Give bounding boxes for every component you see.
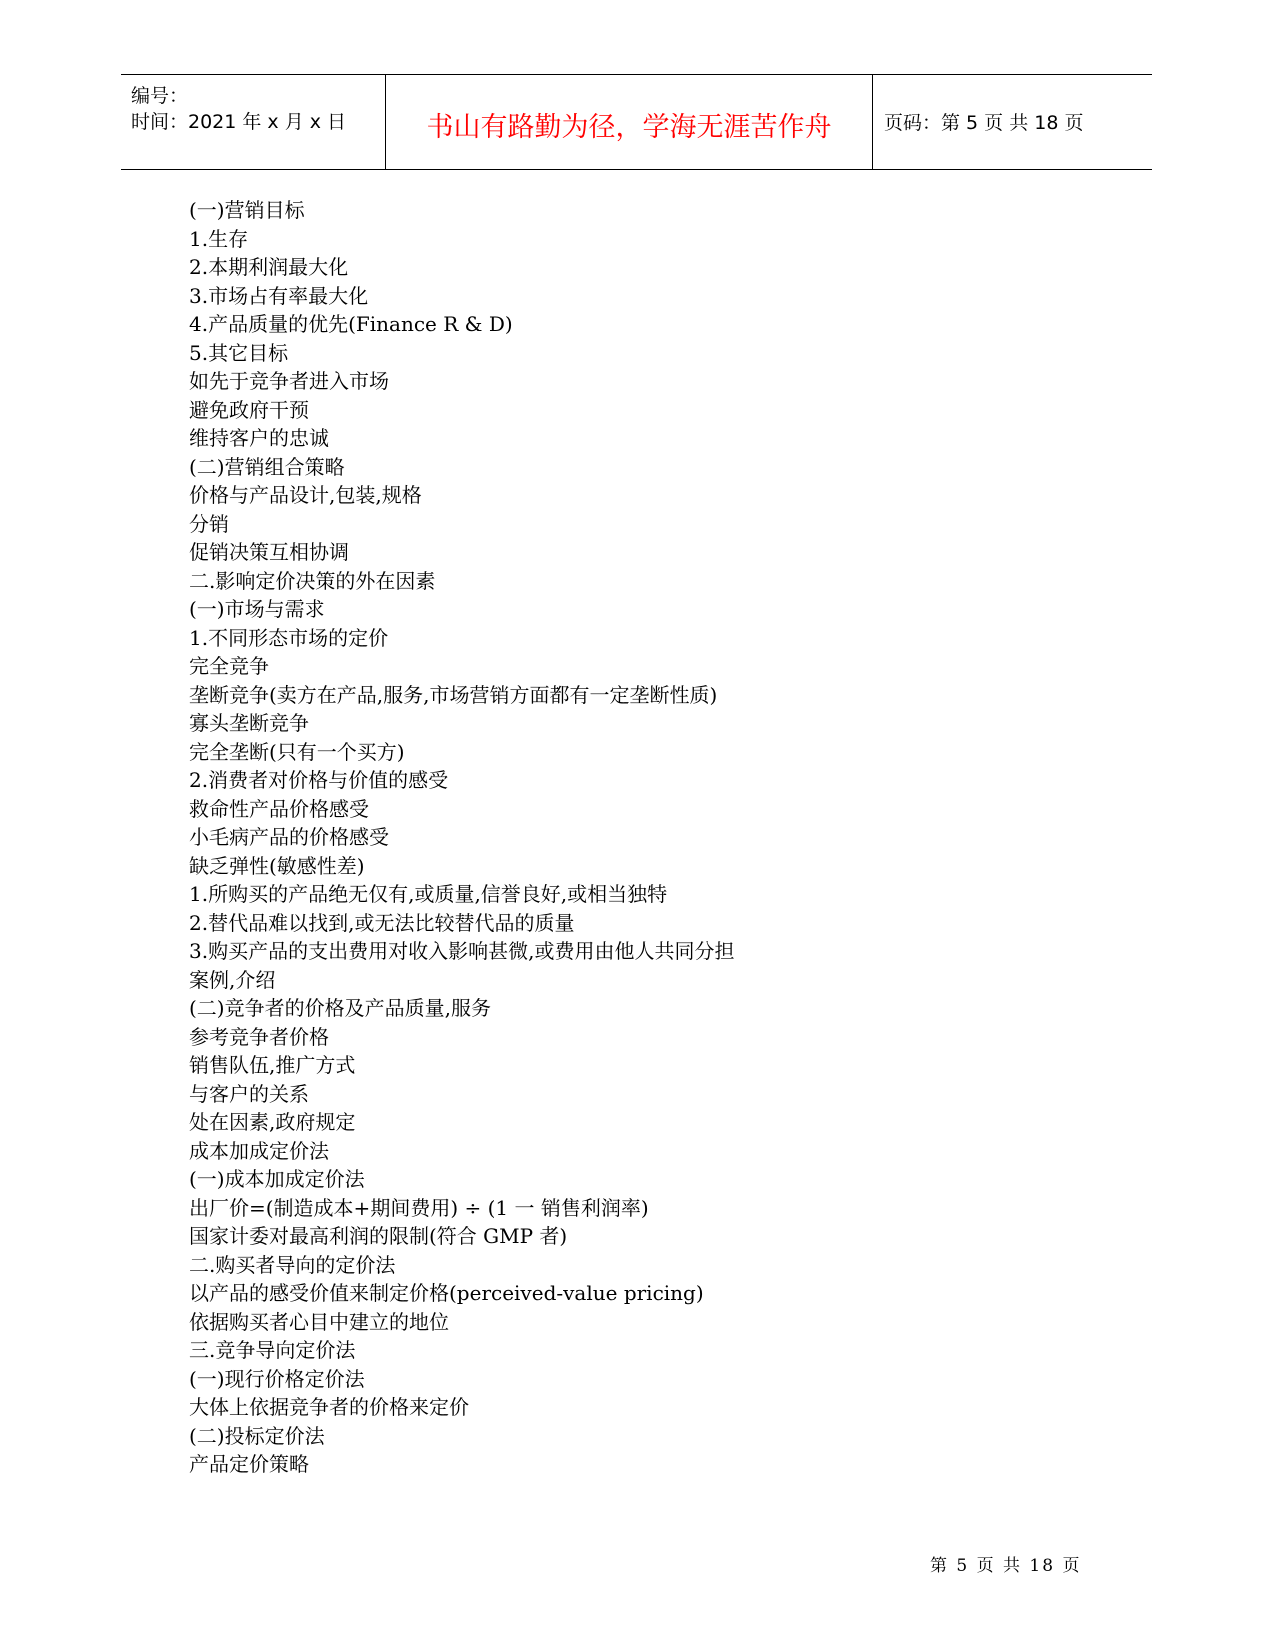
- body-line: 3.市场占有率最大化: [189, 283, 369, 308]
- body-line: 避免政府干预: [189, 397, 309, 422]
- body-line: 分销: [189, 511, 229, 536]
- body-line: 如先于竞争者进入市场: [189, 369, 389, 393]
- body-line: 2.本期利润最大化: [189, 255, 349, 279]
- body-line: 垄断竞争(卖方在产品,服务,市场营销方面都有一定垄断性质): [189, 682, 718, 707]
- body-line: 案例,介绍: [189, 967, 276, 992]
- body-line: 二.影响定价决策的外在因素: [189, 568, 436, 593]
- body-line: 4.产品质量的优先(Finance R & D): [189, 312, 513, 336]
- body-line: 三.竞争导向定价法: [189, 1338, 356, 1362]
- body-line: 销售队伍,推广方式: [189, 1053, 356, 1077]
- body-line: 成本加成定价法: [189, 1138, 329, 1163]
- body-line: 1.不同形态市场的定价: [189, 625, 389, 650]
- body-line: 缺乏弹性(敏感性差): [189, 853, 365, 878]
- header-left-cell: [121, 75, 384, 169]
- body-line: (二)投标定价法: [189, 1423, 325, 1448]
- header-motto: 书山有路勤为径，学海无涯苦作舟: [426, 112, 832, 143]
- body-line: 2.消费者对价格与价值的感受: [189, 768, 449, 792]
- document-body: [189, 196, 1089, 1479]
- body-line: (二)营销组合策略: [189, 454, 345, 479]
- body-line: 完全垄断(只有一个买方): [189, 739, 405, 764]
- header-middle-cell: [385, 75, 873, 169]
- body-line: 处在因素,政府规定: [189, 1110, 356, 1134]
- body-line: 寡头垄断竞争: [189, 711, 309, 735]
- body-line: 促销决策互相协调: [189, 540, 349, 564]
- body-line: 二.购买者导向的定价法: [189, 1252, 396, 1277]
- body-line: (一)现行价格定价法: [189, 1366, 365, 1391]
- body-line: 与客户的关系: [189, 1081, 309, 1106]
- body-line: 国家计委对最高利润的限制(符合 GMP 者): [189, 1224, 568, 1248]
- body-line: 完全竞争: [189, 654, 269, 678]
- body-line: 大体上依据竞争者的价格来定价: [189, 1395, 469, 1419]
- document-time-label: 时间：2021 年 x 月 x 日: [131, 111, 347, 133]
- body-line: (一)市场与需求: [189, 597, 325, 621]
- document-code-label: 编号：: [131, 85, 189, 107]
- body-line: 维持客户的忠诚: [189, 426, 329, 450]
- body-line: (二)竞争者的价格及产品质量,服务: [189, 996, 491, 1020]
- page-footer-number: 第 5 页 共 18 页: [930, 1556, 1082, 1576]
- body-line: 救命性产品价格感受: [189, 796, 369, 821]
- body-line: (一)成本加成定价法: [189, 1167, 365, 1191]
- body-line: 依据购买者心目中建立的地位: [189, 1309, 449, 1334]
- page-header: [121, 74, 1152, 170]
- body-line: 小毛病产品的价格感受: [189, 825, 389, 849]
- body-line: 5.其它目标: [189, 340, 289, 365]
- body-line: 1.所购买的产品绝无仅有,或质量,信誉良好,或相当独特: [189, 882, 668, 906]
- body-line: (一)营销目标: [189, 198, 305, 222]
- body-line: 3.购买产品的支出费用对收入影响甚微,或费用由他人共同分担: [189, 939, 735, 963]
- body-line: 出厂价=(制造成本+期间费用) ÷ (1 一 销售利润率): [189, 1195, 649, 1220]
- body-line: 参考竞争者价格: [189, 1024, 329, 1049]
- header-right-cell: [872, 75, 1152, 169]
- body-line: 1.生存: [189, 226, 249, 251]
- header-page-number: 页码：第 5 页 共 18 页: [884, 112, 1084, 134]
- body-line: 价格与产品设计,包装,规格: [189, 483, 422, 507]
- body-line: 产品定价策略: [189, 1452, 309, 1476]
- body-line: 2.替代品难以找到,或无法比较替代品的质量: [189, 910, 575, 935]
- body-line: 以产品的感受价值来制定价格(perceived-value pricing): [189, 1281, 704, 1305]
